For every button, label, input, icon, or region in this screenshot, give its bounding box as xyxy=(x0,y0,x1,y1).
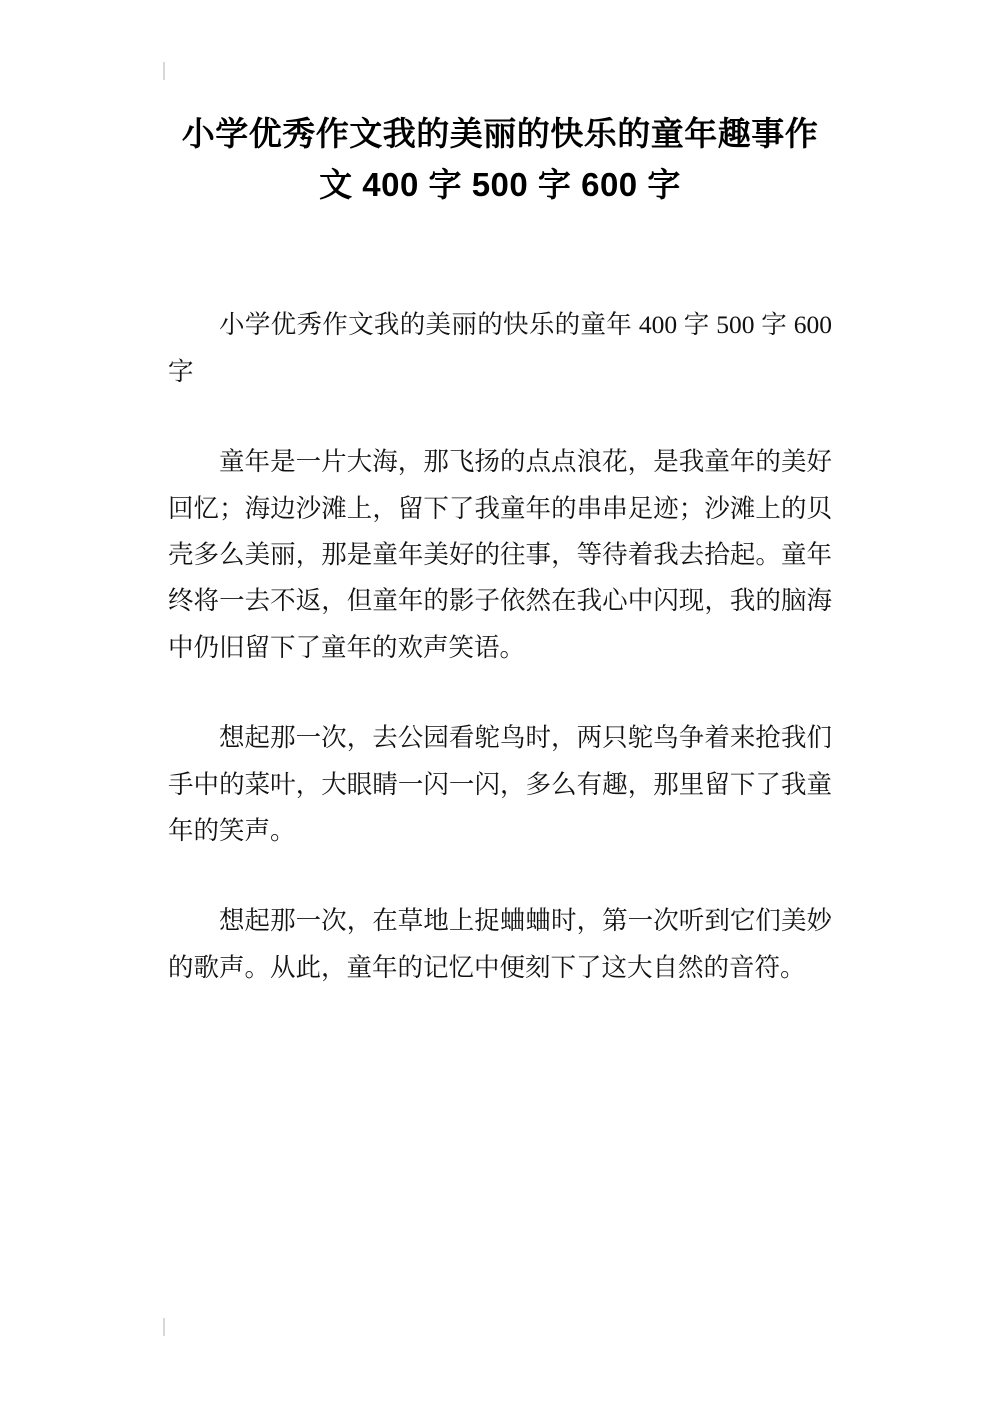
document-body xyxy=(168,302,832,991)
paragraph: 童年是一片大海，那飞扬的点点浪花，是我童年的美好回忆；海边沙滩上，留下了我童年的串串足迹；沙滩上的贝壳多么美丽，那是童年美好的往事，等待着我去拾起。童年终将一去不返，但童年的影子依然在我心中闪现，我的脑海中仍旧留下了童年的欢声笑语。 xyxy=(168,447,832,662)
page-margin-mark-bottom xyxy=(163,1318,165,1336)
document-content xyxy=(168,108,832,991)
page-title: 小学优秀作文我的美丽的快乐的童年趣事作文 400 字 500 字 600 字 xyxy=(181,115,819,204)
paragraph: 想起那一次，在草地上捉蛐蛐时，第一次听到它们美妙的歌声。从此，童年的记忆中便刻下了这大自然的音符。 xyxy=(168,906,832,982)
paragraph: 想起那一次，去公园看鸵鸟时，两只鸵鸟争着来抢我们手中的菜叶，大眼睛一闪一闪，多么有趣，那里留下了我童年的笑声。 xyxy=(168,723,832,845)
page-margin-mark-top xyxy=(163,62,165,80)
paragraph: 小学优秀作文我的美丽的快乐的童年 400 字 500 字 600 字 xyxy=(168,310,832,386)
